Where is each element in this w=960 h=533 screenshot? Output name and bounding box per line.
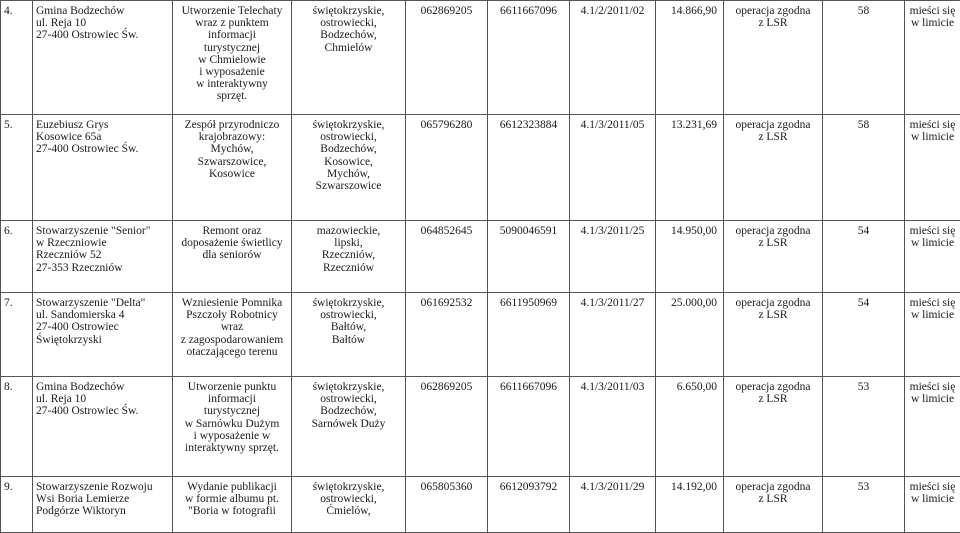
location-cell-line: ostrowiecki, — [295, 131, 402, 143]
operation-title-cell-line: sprzęt. — [176, 90, 288, 102]
operation-title-cell-line: w formie albumu pt. — [176, 493, 288, 505]
operation-title-cell-line: turystycznej — [176, 405, 288, 417]
status-cell-line: operacja zgodna — [727, 381, 819, 393]
row-number: 4. — [1, 1, 33, 115]
operation-title-cell-line: w Chmielowie — [176, 54, 288, 66]
row-number: 8. — [1, 377, 33, 477]
operation-title-cell-line: Wydanie publikacji — [176, 481, 288, 493]
status-cell — [724, 477, 823, 533]
applicant-cell-line: Wsi Boria Lemierze — [36, 493, 169, 505]
nip-cell: 5090046591 — [488, 221, 570, 293]
limit-cell — [905, 377, 960, 477]
limit-cell-line: w limicie — [908, 393, 957, 405]
amount-cell: 6.650,00 — [656, 377, 724, 477]
status-cell — [724, 115, 823, 221]
table-row — [1, 377, 960, 477]
applicant-cell — [33, 477, 173, 533]
location-cell-line: Rzeczniów — [295, 262, 402, 274]
location-cell-line: Kosowice, — [295, 156, 402, 168]
operation-title-cell-line: Wzniesienie Pomnika — [176, 297, 288, 309]
limit-cell-line: mieści się — [908, 119, 957, 131]
regon-cell: 065805360 — [406, 477, 488, 533]
operation-title-cell-line: w Sarnówku Dużym — [176, 418, 288, 430]
points-cell: 54 — [823, 221, 905, 293]
location-cell-line: świętokrzyskie, — [295, 5, 402, 17]
operation-title-cell-line: Pszczoły Robotnicy — [176, 309, 288, 321]
amount-cell: 14.866,90 — [656, 1, 724, 115]
table-row — [1, 477, 960, 533]
points-cell: 58 — [823, 115, 905, 221]
status-cell-line: z LSR — [727, 493, 819, 505]
reference-number-cell: 4.1/3/2011/03 — [570, 377, 656, 477]
operation-title-cell-line: "Boria w fotografii — [176, 505, 288, 517]
limit-cell-line: w limicie — [908, 131, 957, 143]
amount-cell: 14.950,00 — [656, 221, 724, 293]
operation-title-cell-line: dla seniorów — [176, 249, 288, 261]
location-cell-line: Szwarszowice — [295, 180, 402, 192]
location-cell-line: świętokrzyskie, — [295, 381, 402, 393]
operation-title-cell — [173, 1, 292, 115]
operation-title-cell-line: Mychów, — [176, 143, 288, 155]
status-cell — [724, 377, 823, 477]
points-cell: 53 — [823, 377, 905, 477]
regon-cell: 064852645 — [406, 221, 488, 293]
status-cell-line: z LSR — [727, 309, 819, 321]
status-cell-line: z LSR — [727, 237, 819, 249]
location-cell-line: świętokrzyskie, — [295, 119, 402, 131]
operation-title-cell — [173, 115, 292, 221]
location-cell-line: lipski, — [295, 237, 402, 249]
applicant-cell-line: Gmina Bodzechów — [36, 381, 169, 393]
status-cell-line: operacja zgodna — [727, 481, 819, 493]
limit-cell-line: mieści się — [908, 481, 957, 493]
limit-cell-line: mieści się — [908, 5, 957, 17]
amount-cell: 13.231,69 — [656, 115, 724, 221]
status-cell-line: operacja zgodna — [727, 225, 819, 237]
location-cell-line: ostrowiecki, — [295, 309, 402, 321]
status-cell-line: operacja zgodna — [727, 119, 819, 131]
applicant-cell-line: 27-400 Ostrowiec Św. — [36, 143, 169, 155]
limit-cell-line: w limicie — [908, 237, 957, 249]
applicant-cell — [33, 221, 173, 293]
operation-title-cell — [173, 377, 292, 477]
applicant-cell-line: ul. Reja 10 — [36, 393, 169, 405]
limit-cell-line: w limicie — [908, 493, 957, 505]
operation-title-cell-line: interaktywny sprzęt. — [176, 442, 288, 454]
operation-title-cell-line: w interaktywny — [176, 78, 288, 90]
operation-title-cell-line: Remont oraz — [176, 225, 288, 237]
nip-cell: 6611950969 — [488, 293, 570, 377]
operation-title-cell — [173, 221, 292, 293]
limit-cell-line: mieści się — [908, 381, 957, 393]
location-cell-line: świętokrzyskie, — [295, 297, 402, 309]
reference-number-cell: 4.1/3/2011/29 — [570, 477, 656, 533]
regon-cell: 061692532 — [406, 293, 488, 377]
operation-title-cell-line: z zagospodarowaniem — [176, 334, 288, 346]
location-cell-line: Bodzechów, — [295, 29, 402, 41]
operation-title-cell — [173, 293, 292, 377]
location-cell — [292, 377, 406, 477]
limit-cell — [905, 221, 960, 293]
table-row — [1, 293, 960, 377]
limit-cell — [905, 115, 960, 221]
nip-cell: 6612093792 — [488, 477, 570, 533]
operation-title-cell — [173, 477, 292, 533]
applicant-cell-line: Gmina Bodzechów — [36, 5, 169, 17]
status-cell-line: operacja zgodna — [727, 297, 819, 309]
amount-cell: 14.192,00 — [656, 477, 724, 533]
status-cell-line: z LSR — [727, 393, 819, 405]
location-cell-line: Mychów, — [295, 168, 402, 180]
location-cell-line: Bałtów — [295, 334, 402, 346]
limit-cell-line: w limicie — [908, 309, 957, 321]
applicant-cell — [33, 1, 173, 115]
operation-title-cell-line: doposażenie świetlicy — [176, 237, 288, 249]
location-cell-line: Sarnówek Duży — [295, 418, 402, 430]
location-cell — [292, 477, 406, 533]
reference-number-cell: 4.1/3/2011/25 — [570, 221, 656, 293]
operation-title-cell-line: wraz z punktem — [176, 17, 288, 29]
limit-cell — [905, 477, 960, 533]
reference-number-cell: 4.1/2/2011/02 — [570, 1, 656, 115]
applicant-cell-line: Świętokrzyski — [36, 334, 169, 346]
operation-title-cell-line: Szwarszowice, — [176, 156, 288, 168]
location-cell-line: Bodzechów, — [295, 143, 402, 155]
nip-cell: 6611667096 — [488, 377, 570, 477]
limit-cell-line: w limicie — [908, 17, 957, 29]
regon-cell: 062869205 — [406, 1, 488, 115]
status-cell — [724, 1, 823, 115]
applicant-cell — [33, 115, 173, 221]
status-cell-line: z LSR — [727, 131, 819, 143]
reference-number-cell: 4.1/3/2011/05 — [570, 115, 656, 221]
location-cell-line: mazowieckie, — [295, 225, 402, 237]
row-number: 9. — [1, 477, 33, 533]
operation-title-cell-line: i wyposażenie — [176, 66, 288, 78]
limit-cell-line: mieści się — [908, 225, 957, 237]
applicant-cell-line: Stowarzyszenie "Senior" — [36, 225, 169, 237]
points-cell: 58 — [823, 1, 905, 115]
amount-cell: 25.000,00 — [656, 293, 724, 377]
location-cell-line: Bałtów, — [295, 321, 402, 333]
table-row — [1, 221, 960, 293]
applicant-cell-line: 27-400 Ostrowiec — [36, 321, 169, 333]
location-cell — [292, 221, 406, 293]
limit-cell — [905, 293, 960, 377]
limit-cell-line: mieści się — [908, 297, 957, 309]
applicant-cell-line: 27-353 Rzeczniów — [36, 262, 169, 274]
operation-title-cell-line: informacji — [176, 29, 288, 41]
operation-title-cell-line: i wyposażenie w — [176, 430, 288, 442]
applicant-cell-line: 27-400 Ostrowiec Św. — [36, 29, 169, 41]
operation-title-cell-line: otaczającego terenu — [176, 346, 288, 358]
location-cell-line: Rzeczniów, — [295, 249, 402, 261]
applicant-cell-line: Rzeczniów 52 — [36, 249, 169, 261]
table-row — [1, 115, 960, 221]
operation-title-cell-line: Kosowice — [176, 168, 288, 180]
location-cell-line: ostrowiecki, — [295, 393, 402, 405]
table-row — [1, 1, 960, 115]
status-cell-line: z LSR — [727, 17, 819, 29]
applicant-cell-line: 27-400 Ostrowiec Św. — [36, 405, 169, 417]
applicant-cell-line: Stowarzyszenie "Delta" — [36, 297, 169, 309]
location-cell-line: świętokrzyskie, — [295, 481, 402, 493]
status-cell-line: operacja zgodna — [727, 5, 819, 17]
location-cell-line: Bodzechów, — [295, 405, 402, 417]
limit-cell — [905, 1, 960, 115]
status-cell — [724, 221, 823, 293]
applicant-cell-line: Stowarzyszenie Rozwoju — [36, 481, 169, 493]
operation-title-cell-line: Zespół przyrodniczo — [176, 119, 288, 131]
location-cell-line: ostrowiecki, — [295, 17, 402, 29]
operation-title-cell-line: Utworzenie Telechaty — [176, 5, 288, 17]
applicant-cell-line: ul. Sandomierska 4 — [36, 309, 169, 321]
row-number: 5. — [1, 115, 33, 221]
location-cell-line: ostrowiecki, — [295, 493, 402, 505]
status-cell — [724, 293, 823, 377]
location-cell — [292, 1, 406, 115]
operation-title-cell-line: turystycznej — [176, 42, 288, 54]
applicant-cell — [33, 377, 173, 477]
row-number: 7. — [1, 293, 33, 377]
applicant-cell-line: Podgórze Wiktoryn — [36, 505, 169, 517]
regon-cell: 065796280 — [406, 115, 488, 221]
applicant-cell-line: w Rzeczniowie — [36, 237, 169, 249]
regon-cell: 062869205 — [406, 377, 488, 477]
applicant-cell-line: ul. Reja 10 — [36, 17, 169, 29]
reference-number-cell: 4.1/3/2011/27 — [570, 293, 656, 377]
location-cell-line: Chmielów — [295, 42, 402, 54]
points-cell: 53 — [823, 477, 905, 533]
operation-title-cell-line: wraz — [176, 321, 288, 333]
location-cell — [292, 293, 406, 377]
operation-title-cell-line: krajobrazowy: — [176, 131, 288, 143]
applicant-cell-line: Kosowice 65a — [36, 131, 169, 143]
location-cell — [292, 115, 406, 221]
row-number: 6. — [1, 221, 33, 293]
points-cell: 54 — [823, 293, 905, 377]
applicant-cell — [33, 293, 173, 377]
applicant-cell-line: Euzebiusz Grys — [36, 119, 169, 131]
location-cell-line: Ćmielów, — [295, 505, 402, 517]
operation-title-cell-line: informacji — [176, 393, 288, 405]
operation-title-cell-line: Utworzenie punktu — [176, 381, 288, 393]
nip-cell: 6611667096 — [488, 1, 570, 115]
nip-cell: 6612323884 — [488, 115, 570, 221]
